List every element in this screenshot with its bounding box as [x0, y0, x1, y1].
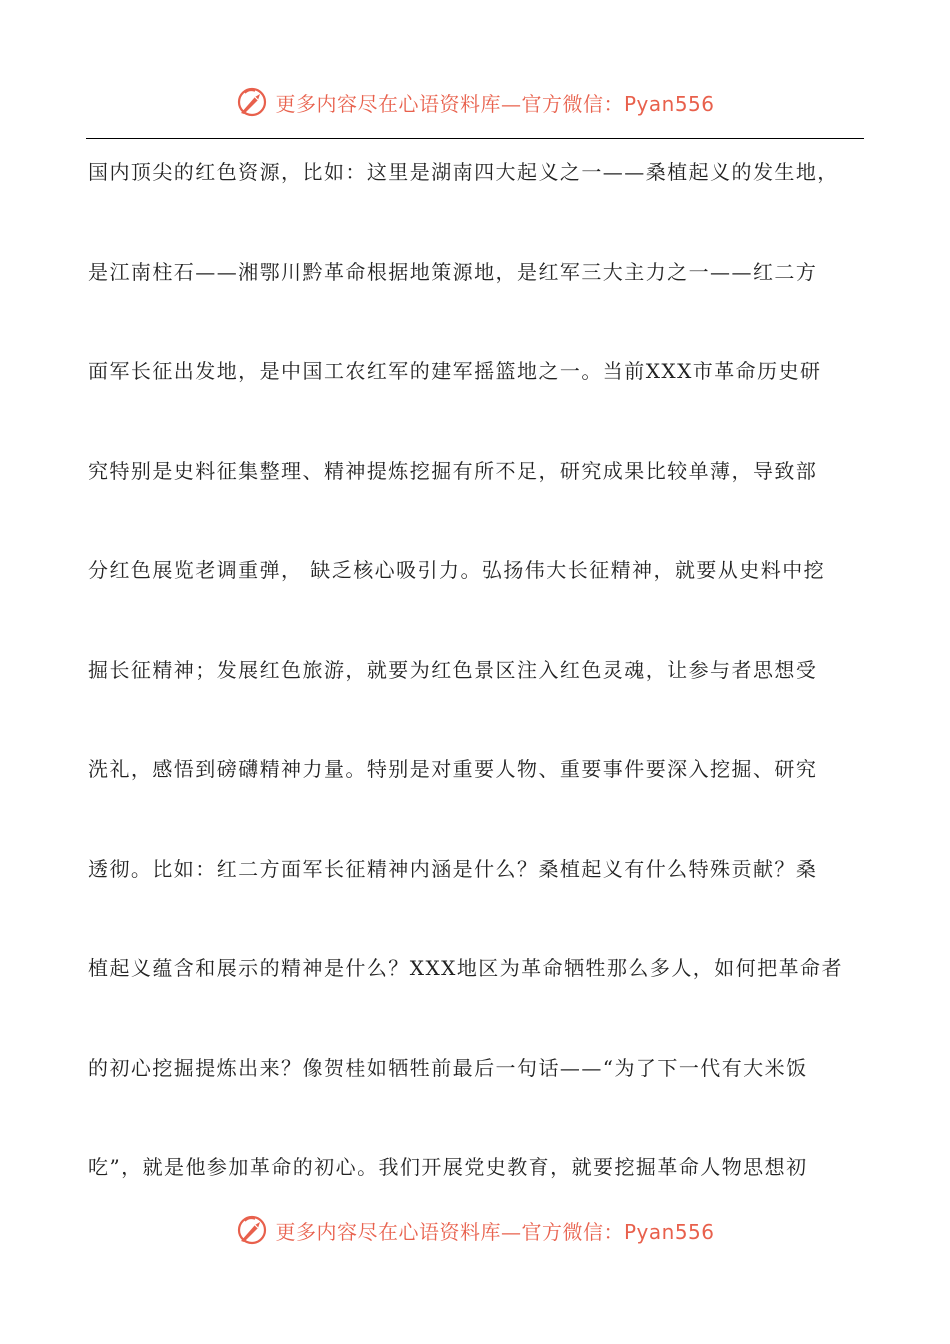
footer-banner-text	[275, 1216, 714, 1245]
header-wechat-id: Pyan556	[623, 91, 715, 116]
pen-nib-logo-icon	[235, 85, 269, 119]
body-line: 分红色展览老调重弹， 缺乏核心吸引力。弘扬伟大长征精神，就要从史料中挖	[88, 558, 826, 582]
body-line: 洗礼，感悟到磅礴精神力量。特别是对重要人物、重要事件要深入挖掘、研究	[88, 757, 818, 781]
header-banner	[235, 85, 714, 119]
header-banner-label: 更多内容尽在心语资料库—官方微信：	[275, 91, 624, 116]
document-body	[88, 150, 864, 1245]
body-line: 国内顶尖的红色资源，比如：这里是湖南四大起义之一——桑植起义的发生地，	[88, 160, 839, 184]
body-line: 究特别是史料征集整理、精神提炼挖掘有所不足，研究成果比较单薄，导致部	[88, 458, 818, 483]
body-line: 透彻。比如：红二方面军长征精神内涵是什么？桑植起义有什么特殊贡献？桑	[88, 856, 818, 881]
footer-banner	[235, 1213, 714, 1247]
body-line: 的初心挖掘提炼出来？像贺桂如牺牲前最后一句话——“为了下一代有大米饭	[88, 1055, 808, 1080]
body-line: 面军长征出发地，是中国工农红军的建军摇篮地之一。当前XXX市革命历史研	[88, 359, 822, 383]
footer-wechat-id: Pyan556	[623, 1219, 715, 1244]
header-rule	[86, 138, 864, 139]
page-footer	[0, 1210, 950, 1250]
page-header	[0, 82, 950, 122]
header-banner-text	[275, 88, 714, 117]
body-line: 掘长征精神；发展红色旅游，就要为红色景区注入红色灵魂，让参与者思想受	[88, 657, 818, 682]
body-line: 吃”，就是他参加革命的初心。我们开展党史教育，就要挖掘革命人物思想初	[88, 1155, 808, 1179]
pen-nib-logo-icon	[235, 1213, 269, 1247]
footer-banner-label: 更多内容尽在心语资料库—官方微信：	[275, 1219, 624, 1244]
body-line: 是江南柱石——湘鄂川黔革命根据地策源地，是红军三大主力之一——红二方	[88, 259, 818, 284]
body-line: 植起义蕴含和展示的精神是什么？XXX地区为革命牺牲那么多人，如何把革命者	[88, 956, 843, 980]
